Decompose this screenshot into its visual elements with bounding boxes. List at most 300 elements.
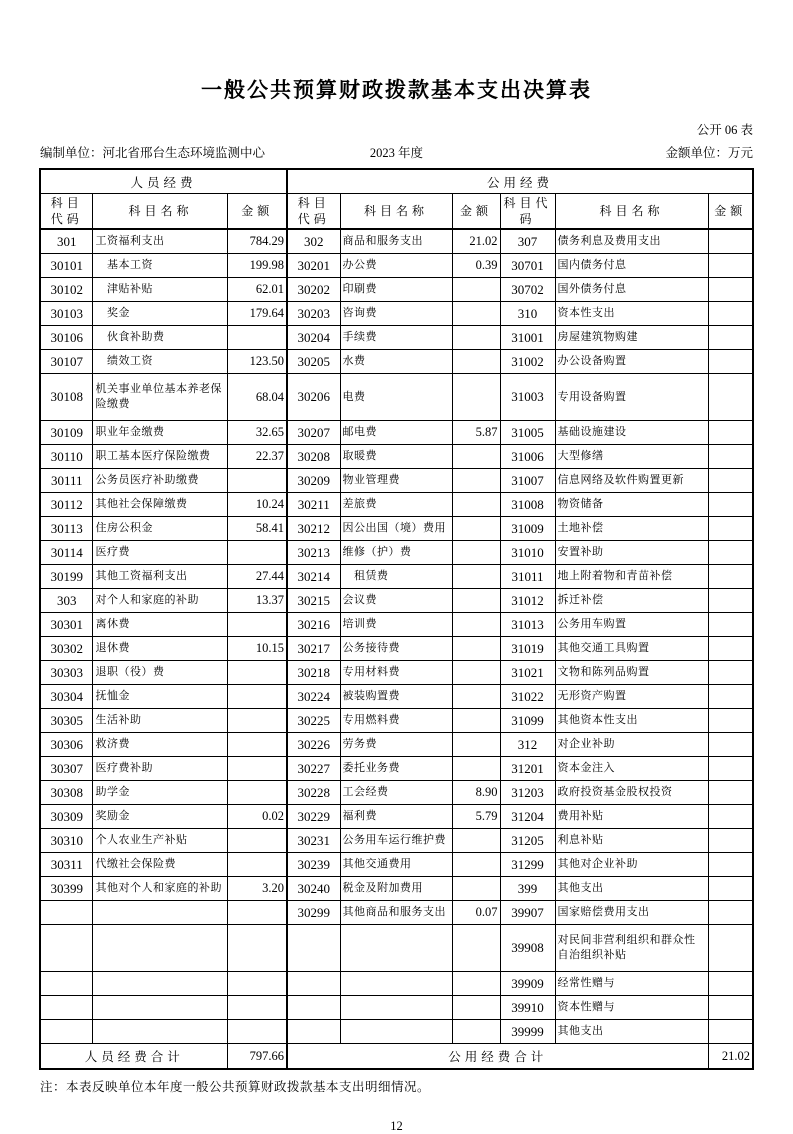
cell-code: 31007: [500, 469, 555, 493]
cell-code: 30107: [40, 350, 93, 374]
cell-code: 30702: [500, 278, 555, 302]
cell-amount: [452, 613, 500, 637]
cell-code: [40, 996, 93, 1020]
doc-number: 公开 06 表: [696, 123, 753, 137]
cell-name: 福利费: [340, 805, 452, 829]
cell-amount: [708, 829, 753, 853]
cell-amount: [708, 877, 753, 901]
cell-code: 31011: [500, 565, 555, 589]
cell-code: 31299: [500, 853, 555, 877]
table-row: [40, 589, 753, 613]
cell-name: 工资福利支出: [93, 229, 228, 254]
table-row: [40, 1020, 753, 1044]
cell-amount: [228, 972, 287, 996]
cell-name: 退职（役）费: [93, 661, 228, 685]
cell-name: 差旅费: [340, 493, 452, 517]
table-row: [40, 685, 753, 709]
subject-code-header: 科目代码: [40, 194, 93, 230]
cell-code: 30306: [40, 733, 93, 757]
cell-amount: 199.98: [228, 254, 287, 278]
cell-code: 30109: [40, 421, 93, 445]
cell-code: 312: [500, 733, 555, 757]
cell-amount: 22.37: [228, 445, 287, 469]
cell-amount: 10.15: [228, 637, 287, 661]
cell-name: 利息补贴: [555, 829, 708, 853]
cell-code: 30103: [40, 302, 93, 326]
cell-code: 30205: [287, 350, 340, 374]
table-row: [40, 733, 753, 757]
table-row: [40, 805, 753, 829]
cell-code: 30224: [287, 685, 340, 709]
cell-code: 30212: [287, 517, 340, 541]
table-row: [40, 469, 753, 493]
cell-amount: [708, 733, 753, 757]
cell-amount: [708, 853, 753, 877]
cell-code: 307: [500, 229, 555, 254]
cell-code: 301: [40, 229, 93, 254]
cell-code: 30202: [287, 278, 340, 302]
cell-name: 电费: [340, 374, 452, 421]
cell-name: 机关事业单位基本养老保险缴费: [93, 374, 228, 421]
cell-name: [340, 1020, 452, 1044]
cell-code: 30110: [40, 445, 93, 469]
cell-amount: 0.39: [452, 254, 500, 278]
cell-code: 30231: [287, 829, 340, 853]
cell-name: 经常性赠与: [555, 972, 708, 996]
cell-code: 30218: [287, 661, 340, 685]
cell-amount: 179.64: [228, 302, 287, 326]
cell-code: 30208: [287, 445, 340, 469]
group-header-row: [40, 169, 753, 194]
cell-name: 办公设备购置: [555, 350, 708, 374]
footnote: 注：本表反映单位本年度一般公共预算财政拨款基本支出明细情况。: [40, 1080, 431, 1094]
cell-amount: 62.01: [228, 278, 287, 302]
cell-amount: [228, 996, 287, 1020]
cell-name: 其他交通费用: [340, 853, 452, 877]
table-row: [40, 229, 753, 254]
cell-code: 31021: [500, 661, 555, 685]
cell-name: 基本工资: [93, 254, 228, 278]
table-row: [40, 996, 753, 1020]
cell-amount: [228, 685, 287, 709]
amount-header: 金额: [708, 194, 753, 230]
cell-name: 劳务费: [340, 733, 452, 757]
table-row: [40, 302, 753, 326]
cell-name: 房屋建筑物购建: [555, 326, 708, 350]
cell-amount: 32.65: [228, 421, 287, 445]
cell-code: 30102: [40, 278, 93, 302]
cell-code: 30301: [40, 613, 93, 637]
personnel-total-label: 人员经费合计: [40, 1044, 228, 1070]
cell-code: 30228: [287, 781, 340, 805]
public-total-value: 21.02: [708, 1044, 753, 1070]
budget-table-body: [40, 229, 753, 1044]
cell-code: 30227: [287, 757, 340, 781]
cell-amount: [452, 326, 500, 350]
cell-name: 其他支出: [555, 1020, 708, 1044]
cell-code: 31019: [500, 637, 555, 661]
public-total-label: 公用经费合计: [287, 1044, 708, 1070]
table-row: [40, 517, 753, 541]
cell-name: 救济费: [93, 733, 228, 757]
cell-code: 30225: [287, 709, 340, 733]
cell-code: 30311: [40, 853, 93, 877]
cell-name: 其他对个人和家庭的补助: [93, 877, 228, 901]
cell-name: 个人农业生产补贴: [93, 829, 228, 853]
cell-code: 303: [40, 589, 93, 613]
cell-code: 39907: [500, 901, 555, 925]
cell-code: 30240: [287, 877, 340, 901]
cell-code: 30399: [40, 877, 93, 901]
cell-code: [287, 925, 340, 972]
cell-name: 基础设施建设: [555, 421, 708, 445]
cell-name: 其他社会保障缴费: [93, 493, 228, 517]
prepared-by-label: 编制单位：河北省邢台生态环境监测中心: [40, 146, 266, 160]
cell-amount: [708, 925, 753, 972]
cell-amount: [708, 254, 753, 278]
cell-amount: [452, 541, 500, 565]
cell-code: 30305: [40, 709, 93, 733]
cell-name: 办公费: [340, 254, 452, 278]
table-row: [40, 709, 753, 733]
cell-code: 30310: [40, 829, 93, 853]
table-row: [40, 493, 753, 517]
cell-name: 奖励金: [93, 805, 228, 829]
cell-code: 39999: [500, 1020, 555, 1044]
cell-code: 30111: [40, 469, 93, 493]
cell-code: 30204: [287, 326, 340, 350]
cell-amount: [708, 1020, 753, 1044]
cell-amount: [228, 661, 287, 685]
cell-name: 安置补助: [555, 541, 708, 565]
cell-code: 31022: [500, 685, 555, 709]
cell-name: 伙食补助费: [93, 326, 228, 350]
cell-name: 专用燃料费: [340, 709, 452, 733]
cell-name: 奖金: [93, 302, 228, 326]
cell-name: 国家赔偿费用支出: [555, 901, 708, 925]
cell-amount: [708, 469, 753, 493]
cell-amount: 784.29: [228, 229, 287, 254]
cell-amount: [228, 781, 287, 805]
cell-code: 31201: [500, 757, 555, 781]
cell-name: 取暖费: [340, 445, 452, 469]
cell-amount: [228, 326, 287, 350]
cell-amount: 21.02: [452, 229, 500, 254]
cell-amount: [708, 541, 753, 565]
cell-code: 30701: [500, 254, 555, 278]
cell-amount: [708, 781, 753, 805]
cell-name: [340, 972, 452, 996]
table-row: [40, 565, 753, 589]
cell-code: 30299: [287, 901, 340, 925]
cell-name: [93, 901, 228, 925]
cell-amount: [452, 278, 500, 302]
cell-code: 39909: [500, 972, 555, 996]
cell-amount: [708, 229, 753, 254]
cell-code: [40, 901, 93, 925]
cell-name: 拆迁补偿: [555, 589, 708, 613]
cell-name: 其他商品和服务支出: [340, 901, 452, 925]
cell-code: 30211: [287, 493, 340, 517]
cell-code: 30213: [287, 541, 340, 565]
cell-amount: [708, 326, 753, 350]
cell-name: 邮电费: [340, 421, 452, 445]
cell-amount: [708, 709, 753, 733]
cell-name: 债务利息及费用支出: [555, 229, 708, 254]
cell-name: 资本性支出: [555, 302, 708, 326]
table-row: [40, 326, 753, 350]
page-title: 一般公共预算财政拨款基本支出决算表: [201, 78, 592, 102]
cell-code: 30106: [40, 326, 93, 350]
cell-code: 39908: [500, 925, 555, 972]
cell-amount: [708, 972, 753, 996]
cell-name: 税金及附加费用: [340, 877, 452, 901]
cell-amount: [228, 829, 287, 853]
cell-amount: [452, 877, 500, 901]
cell-amount: [228, 469, 287, 493]
cell-name: 其他资本性支出: [555, 709, 708, 733]
cell-amount: [452, 374, 500, 421]
cell-name: 资本金注入: [555, 757, 708, 781]
cell-name: 津贴补贴: [93, 278, 228, 302]
table-row: [40, 613, 753, 637]
cell-amount: [452, 709, 500, 733]
cell-amount: [452, 829, 500, 853]
group-header-public: 公用经费: [287, 169, 753, 194]
cell-code: 31005: [500, 421, 555, 445]
cell-amount: [452, 853, 500, 877]
amount-unit-label: 金额单位：万元: [665, 146, 753, 160]
cell-name: 对企业补助: [555, 733, 708, 757]
cell-name: 会议费: [340, 589, 452, 613]
subject-name-header: 科目名称: [93, 194, 228, 230]
cell-name: 资本性赠与: [555, 996, 708, 1020]
cell-code: 39910: [500, 996, 555, 1020]
cell-name: 印刷费: [340, 278, 452, 302]
cell-name: 水费: [340, 350, 452, 374]
cell-name: 信息网络及软件购置更新: [555, 469, 708, 493]
cell-code: 30108: [40, 374, 93, 421]
cell-name: [340, 996, 452, 1020]
cell-name: 公务员医疗补助缴费: [93, 469, 228, 493]
cell-amount: [708, 278, 753, 302]
subject-name-header: 科目名称: [555, 194, 708, 230]
info-line: [40, 143, 753, 161]
cell-code: 31012: [500, 589, 555, 613]
cell-code: 31008: [500, 493, 555, 517]
cell-code: [287, 1020, 340, 1044]
cell-amount: 10.24: [228, 493, 287, 517]
cell-name: 培训费: [340, 613, 452, 637]
cell-name: 住房公积金: [93, 517, 228, 541]
cell-code: 30201: [287, 254, 340, 278]
cell-amount: [708, 589, 753, 613]
table-row: [40, 781, 753, 805]
cell-code: 30303: [40, 661, 93, 685]
cell-code: 30112: [40, 493, 93, 517]
cell-code: 30209: [287, 469, 340, 493]
cell-name: 绩效工资: [93, 350, 228, 374]
cell-amount: 0.02: [228, 805, 287, 829]
amount-header: 金额: [452, 194, 500, 230]
cell-code: 30229: [287, 805, 340, 829]
cell-code: 31205: [500, 829, 555, 853]
cell-name: 手续费: [340, 326, 452, 350]
cell-code: 31099: [500, 709, 555, 733]
table-row: [40, 278, 753, 302]
cell-amount: [708, 757, 753, 781]
cell-amount: [228, 733, 287, 757]
cell-name: 抚恤金: [93, 685, 228, 709]
cell-name: 其他工资福利支出: [93, 565, 228, 589]
cell-amount: [452, 661, 500, 685]
cell-name: 咨询费: [340, 302, 452, 326]
cell-name: 离休费: [93, 613, 228, 637]
group-header-personnel: 人员经费: [40, 169, 287, 194]
cell-amount: 0.07: [452, 901, 500, 925]
cell-name: 大型修缮: [555, 445, 708, 469]
cell-amount: 5.79: [452, 805, 500, 829]
cell-code: 30207: [287, 421, 340, 445]
cell-amount: 123.50: [228, 350, 287, 374]
table-row: [40, 901, 753, 925]
cell-amount: [452, 637, 500, 661]
cell-code: 31006: [500, 445, 555, 469]
cell-name: 助学金: [93, 781, 228, 805]
cell-amount: [452, 1020, 500, 1044]
cell-code: 30206: [287, 374, 340, 421]
cell-name: 其他对企业补助: [555, 853, 708, 877]
cell-amount: [228, 541, 287, 565]
cell-name: 无形资产购置: [555, 685, 708, 709]
cell-code: 30214: [287, 565, 340, 589]
cell-name: 物业管理费: [340, 469, 452, 493]
table-row: [40, 972, 753, 996]
cell-name: [340, 925, 452, 972]
cell-name: 公务用车运行维护费: [340, 829, 452, 853]
cell-name: 对民间非营利组织和群众性自治组织补贴: [555, 925, 708, 972]
table-row: [40, 421, 753, 445]
cell-name: 专用设备购置: [555, 374, 708, 421]
table-row: [40, 661, 753, 685]
table-row: [40, 877, 753, 901]
table-row: [40, 541, 753, 565]
cell-amount: [708, 685, 753, 709]
cell-name: 物资储备: [555, 493, 708, 517]
table-row: [40, 350, 753, 374]
cell-amount: [228, 613, 287, 637]
subject-code-header: 科目代码: [287, 194, 340, 230]
cell-name: [93, 972, 228, 996]
cell-name: 商品和服务支出: [340, 229, 452, 254]
cell-amount: [708, 517, 753, 541]
cell-code: 31002: [500, 350, 555, 374]
cell-amount: 5.87: [452, 421, 500, 445]
cell-amount: [228, 757, 287, 781]
cell-amount: [708, 661, 753, 685]
cell-amount: [708, 374, 753, 421]
cell-amount: [708, 613, 753, 637]
cell-name: 地上附着物和青苗补偿: [555, 565, 708, 589]
cell-code: 30304: [40, 685, 93, 709]
cell-code: 30216: [287, 613, 340, 637]
cell-name: [93, 996, 228, 1020]
cell-code: 310: [500, 302, 555, 326]
cell-code: [287, 972, 340, 996]
cell-amount: 27.44: [228, 565, 287, 589]
cell-name: 其他支出: [555, 877, 708, 901]
cell-amount: [708, 445, 753, 469]
cell-amount: [708, 901, 753, 925]
cell-name: 国内债务付息: [555, 254, 708, 278]
cell-amount: [708, 350, 753, 374]
cell-amount: [228, 853, 287, 877]
cell-code: 30309: [40, 805, 93, 829]
cell-name: 土地补偿: [555, 517, 708, 541]
cell-code: 31010: [500, 541, 555, 565]
cell-name: 因公出国（境）费用: [340, 517, 452, 541]
subject-code-header: 科目代码: [500, 194, 555, 230]
table-row: [40, 925, 753, 972]
cell-code: 30226: [287, 733, 340, 757]
cell-name: [93, 1020, 228, 1044]
table-row: [40, 757, 753, 781]
cell-amount: [708, 302, 753, 326]
cell-name: 被装购置费: [340, 685, 452, 709]
cell-code: 30215: [287, 589, 340, 613]
cell-code: 30308: [40, 781, 93, 805]
personnel-total-value: 797.66: [228, 1044, 287, 1070]
table-row: [40, 829, 753, 853]
table-row: [40, 853, 753, 877]
table-row: [40, 445, 753, 469]
cell-name: 生活补助: [93, 709, 228, 733]
cell-name: 租赁费: [340, 565, 452, 589]
cell-amount: [708, 996, 753, 1020]
cell-amount: [452, 589, 500, 613]
cell-amount: [452, 469, 500, 493]
cell-code: 302: [287, 229, 340, 254]
cell-amount: [452, 350, 500, 374]
table-row: [40, 254, 753, 278]
cell-code: 30101: [40, 254, 93, 278]
cell-code: 30199: [40, 565, 93, 589]
cell-name: 代缴社会保险费: [93, 853, 228, 877]
cell-amount: [452, 996, 500, 1020]
cell-code: 31013: [500, 613, 555, 637]
cell-name: 对个人和家庭的补助: [93, 589, 228, 613]
cell-name: 公务接待费: [340, 637, 452, 661]
cell-code: [287, 996, 340, 1020]
cell-name: 退休费: [93, 637, 228, 661]
cell-amount: 58.41: [228, 517, 287, 541]
cell-amount: [452, 493, 500, 517]
cell-amount: [708, 421, 753, 445]
amount-header: 金额: [228, 194, 287, 230]
cell-amount: [452, 445, 500, 469]
cell-name: 维修（护）费: [340, 541, 452, 565]
budget-table: [39, 168, 754, 1070]
cell-amount: [228, 1020, 287, 1044]
cell-name: 其他交通工具购置: [555, 637, 708, 661]
cell-name: 专用材料费: [340, 661, 452, 685]
cell-name: 职工基本医疗保险缴费: [93, 445, 228, 469]
cell-amount: 3.20: [228, 877, 287, 901]
cell-amount: [228, 709, 287, 733]
cell-code: 31009: [500, 517, 555, 541]
cell-code: 30113: [40, 517, 93, 541]
cell-amount: [452, 972, 500, 996]
